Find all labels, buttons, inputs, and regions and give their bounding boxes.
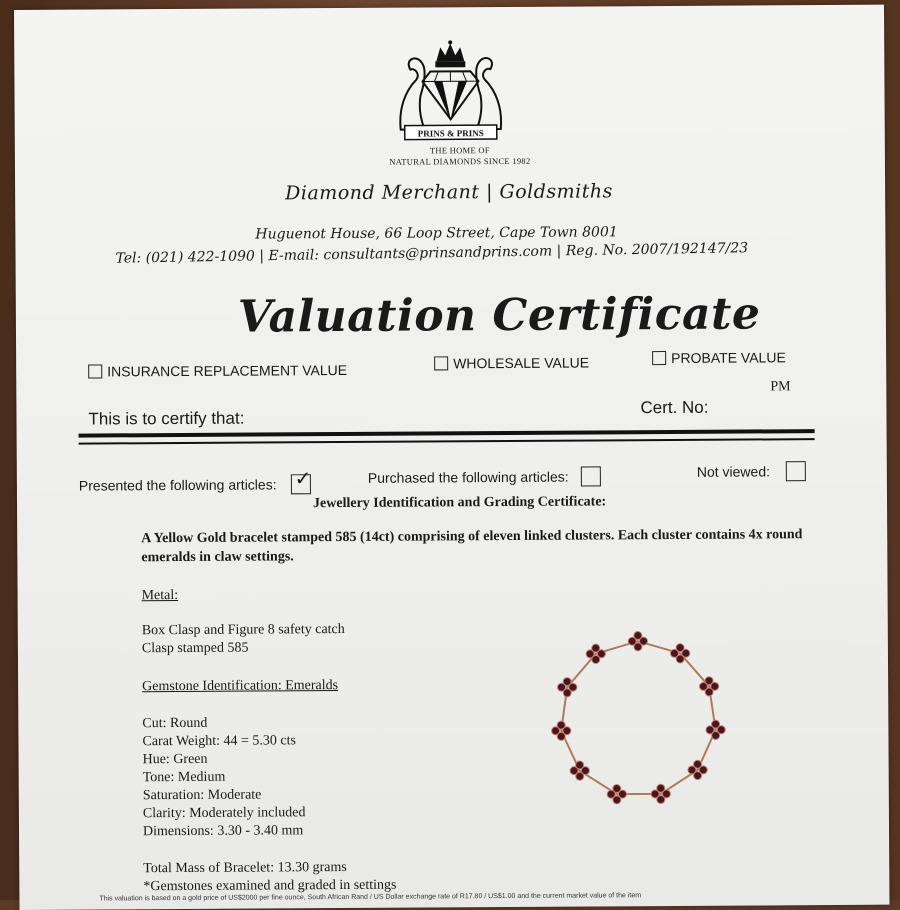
item-description: A Yellow Gold bracelet stamped 585 (14ct) comprising of eleven linked clusters. Each cluster contains 4x round emeralds in claw settings. [141, 527, 803, 566]
not-viewed-option [697, 461, 811, 482]
thin-divider [79, 438, 815, 444]
bracelet-clusters [549, 629, 727, 806]
presented-articles-option [78, 468, 316, 495]
metal-line-stamp: Clasp stamped 585 [141, 640, 249, 657]
gem-hue: Hue: Green [142, 751, 208, 768]
business-address: Huguenot House, 66 Loop Street, Cape Town 8001 [255, 224, 618, 243]
contact-details: Tel: (021) 422-1090 | E-mail: consultants@prinsandprins.com | Reg. No. 2007/192147/23 [115, 240, 749, 267]
gem-tone: Tone: Medium [142, 769, 226, 786]
purchased-label: Purchased the following articles: [367, 468, 569, 486]
metal-heading: Metal: [141, 588, 179, 604]
total-mass: Total Mass of Bracelet: 13.30 grams [143, 859, 347, 877]
certify-label: This is to certify that: [88, 408, 245, 429]
presented-label: Presented the following articles: [78, 476, 277, 494]
cert-number-label: Cert. No: [640, 397, 709, 418]
valuation-certificate-sheet [14, 5, 889, 910]
presented-checkbox [291, 468, 312, 494]
brand-tagline [375, 145, 545, 168]
probate-label: PROBATE VALUE [671, 349, 786, 366]
gem-carat-weight: Carat Weight: 44 = 5.30 cts [142, 733, 297, 750]
gem-clarity: Clarity: Moderately included [142, 805, 306, 822]
certificate-heading: Jewellery Identification and Grading Certificate: [312, 494, 607, 512]
merchant-subtitle: Diamond Merchant | Goldsmiths [285, 180, 613, 205]
purchased-checkbox [581, 466, 601, 486]
tagline-line-1: THE HOME OF [429, 145, 490, 156]
purchased-articles-option [368, 466, 606, 487]
handwritten-initials: PM [770, 379, 791, 395]
gem-saturation: Saturation: Moderate [142, 787, 262, 804]
tagline-line-2: NATURAL DIAMONDS SINCE 1982 [389, 155, 531, 167]
gem-dimensions: Dimensions: 3.30 - 3.40 mm [142, 823, 304, 840]
not-viewed-checkbox [786, 461, 806, 481]
prins-and-prins-crest-logo [390, 39, 511, 150]
wholesale-label: WHOLESALE VALUE [453, 354, 590, 372]
insurance-label: INSURANCE REPLACEMENT VALUE [107, 361, 348, 380]
checkmark-icon: ✓ [294, 468, 312, 491]
gemstone-heading: Gemstone Identification: Emeralds [142, 678, 339, 695]
probate-checkbox [652, 351, 666, 365]
valuation-footnote: This valuation is based on a gold price of US$2000 per fine ounce, South African Rand / US Dollar exchange rate of R17.80 / US$1.00 and the current market value of the item [99, 892, 642, 903]
insurance-checkbox [88, 364, 102, 378]
insurance-replacement-option [88, 362, 347, 380]
examined-note: *Gemstones examined and graded in settings [143, 877, 397, 895]
not-viewed-label: Not viewed: [696, 463, 771, 480]
metal-line-clasp: Box Clasp and Figure 8 safety catch [141, 621, 345, 639]
thick-divider [79, 429, 815, 437]
probate-value-option [652, 349, 786, 366]
certificate-title: Valuation Certificate [237, 288, 761, 343]
wholesale-checkbox [434, 356, 448, 370]
gem-cut: Cut: Round [142, 715, 208, 732]
wholesale-value-option [434, 354, 589, 371]
bracelet-photo [538, 624, 739, 815]
logo-banner-text: PRINS & PRINS [417, 128, 484, 139]
